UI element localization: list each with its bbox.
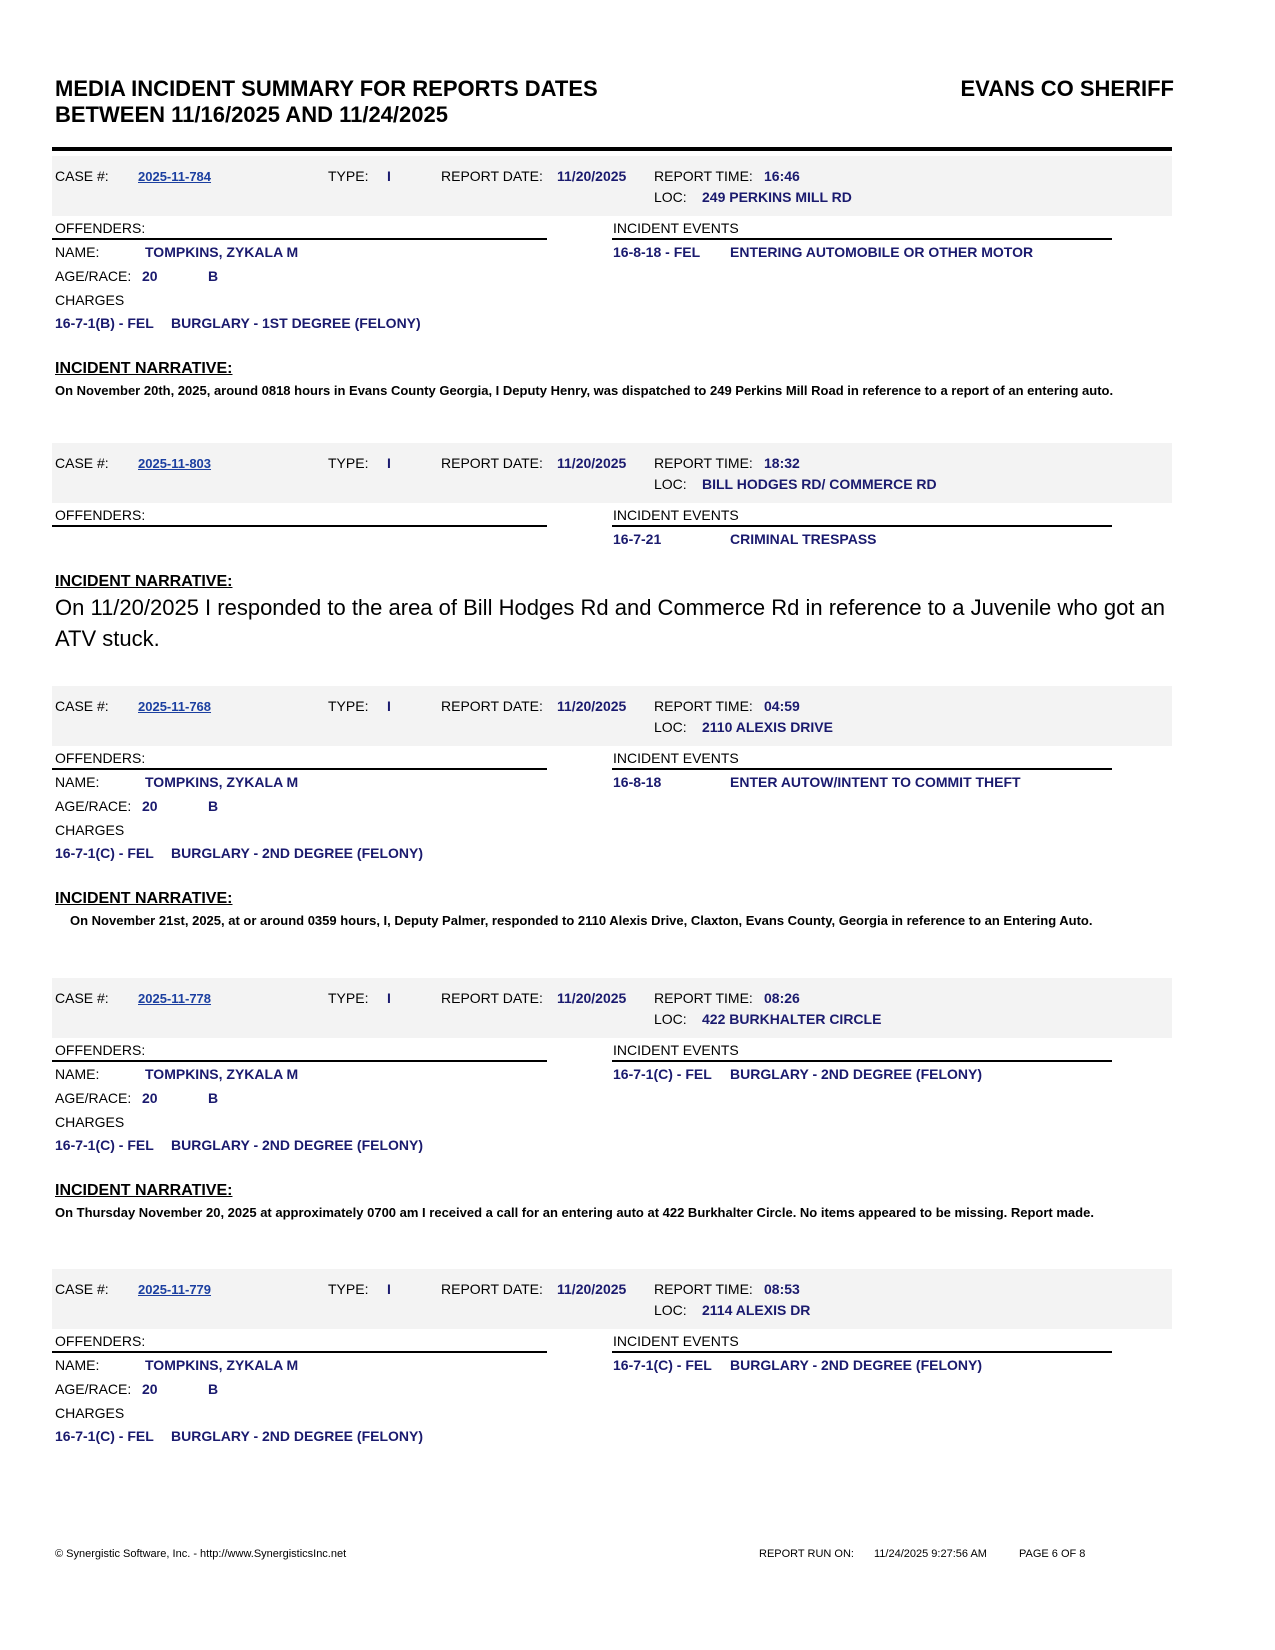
age-value: 20 (142, 798, 158, 814)
event-code: 16-7-1(C) - FEL (613, 1066, 712, 1082)
narrative-text: On Thursday November 20, 2025 at approximately 0700 am I received a call for an entering auto at 422 Burkhalter Circle. No items appeared to be missing. Report made. (55, 1205, 1094, 1220)
footer-run-label: REPORT RUN ON: (759, 1548, 854, 1560)
loc-value: 2114 ALEXIS DR (702, 1302, 811, 1318)
report-date-value: 11/20/2025 (557, 455, 627, 471)
case-number-link[interactable]: 2025-11-778 (138, 991, 212, 1006)
charge-description: BURGLARY - 1ST DEGREE (FELONY) (171, 315, 421, 331)
loc-label: LOC: (654, 189, 687, 205)
incident-events-label: INCIDENT EVENTS (613, 750, 739, 766)
loc-value: 249 PERKINS MILL RD (702, 189, 852, 205)
report-time-value: 08:53 (764, 1281, 800, 1297)
offenders-label: OFFENDERS: (55, 507, 146, 523)
footer-run-value: 11/24/2025 9:27:56 AM (874, 1548, 987, 1560)
case-number-link[interactable]: 2025-11-768 (138, 699, 212, 714)
age-race-label: AGE/RACE: (55, 798, 132, 814)
age-race-label: AGE/RACE: (55, 268, 132, 284)
offenders-rule (52, 525, 547, 527)
case-number-link[interactable]: 2025-11-779 (138, 1282, 212, 1297)
loc-label: LOC: (654, 1011, 687, 1027)
race-value: B (208, 268, 219, 284)
footer-copyright: © Synergistic Software, Inc. - http://www.SynergisticsInc.net (55, 1548, 347, 1560)
report-title-line2: BETWEEN 11/16/2025 AND 11/24/2025 (55, 102, 448, 127)
type-value: I (387, 698, 391, 714)
report-time-label: REPORT TIME: (654, 1281, 753, 1297)
offenders-rule (52, 238, 547, 240)
type-label: TYPE: (328, 455, 369, 471)
loc-value: 422 BURKHALTER CIRCLE (702, 1011, 882, 1027)
type-label: TYPE: (328, 990, 369, 1006)
report-time-label: REPORT TIME: (654, 455, 753, 471)
event-code: 16-7-21 (613, 531, 662, 547)
events-rule (612, 1351, 1112, 1353)
report-title (55, 76, 705, 128)
events-rule (612, 768, 1112, 770)
incident-events-label: INCIDENT EVENTS (613, 1333, 739, 1349)
charges-label: CHARGES (55, 292, 125, 308)
case-header-band (52, 156, 1172, 216)
race-value: B (208, 798, 219, 814)
loc-label: LOC: (654, 476, 687, 492)
offenders-rule (52, 768, 547, 770)
charges-label: CHARGES (55, 1405, 125, 1421)
name-label: NAME: (55, 774, 100, 790)
charge-description: BURGLARY - 2ND DEGREE (FELONY) (171, 1137, 424, 1153)
event-code: 16-8-18 - FEL (613, 244, 701, 260)
footer-page-number: PAGE 6 OF 8 (1019, 1548, 1086, 1560)
type-value: I (387, 455, 391, 471)
charges-label: CHARGES (55, 822, 125, 838)
report-time-label: REPORT TIME: (654, 168, 753, 184)
report-date-label: REPORT DATE: (441, 698, 543, 714)
narrative-text: On November 20th, 2025, around 0818 hours in Evans County Georgia, I Deputy Henry, was dispatched to 249 Perkins Mill Road in reference to a report of an entering auto. (55, 383, 1114, 398)
charge-code: 16-7-1(C) - FEL (55, 1428, 154, 1444)
type-value: I (387, 168, 391, 184)
loc-value: BILL HODGES RD/ COMMERCE RD (702, 476, 937, 492)
age-value: 20 (142, 268, 158, 284)
offenders-label: OFFENDERS: (55, 1042, 146, 1058)
name-label: NAME: (55, 1066, 100, 1082)
report-date-value: 11/20/2025 (557, 990, 627, 1006)
narrative-text: On 11/20/2025 I responded to the area of Bill Hodges Rd and Commerce Rd in reference to a Juvenile who got an ATV stuck. (55, 595, 1166, 651)
case-header-band (52, 686, 1172, 746)
charge-code: 16-7-1(C) - FEL (55, 845, 154, 861)
offender-name: TOMPKINS, ZYKALA M (145, 774, 299, 790)
agency-name: EVANS CO SHERIFF (960, 76, 1174, 101)
type-label: TYPE: (328, 698, 369, 714)
incident-events-label: INCIDENT EVENTS (613, 507, 739, 523)
title-divider (52, 147, 1172, 151)
age-race-label: AGE/RACE: (55, 1090, 132, 1106)
type-value: I (387, 990, 391, 1006)
report-date-value: 11/20/2025 (557, 698, 627, 714)
report-date-value: 11/20/2025 (557, 1281, 627, 1297)
case-header-band (52, 1269, 1172, 1329)
incident-events-label: INCIDENT EVENTS (613, 220, 739, 236)
charge-code: 16-7-1(B) - FEL (55, 315, 154, 331)
narrative-heading: INCIDENT NARRATIVE: (55, 360, 233, 377)
event-code: 16-7-1(C) - FEL (613, 1357, 712, 1373)
charges-label: CHARGES (55, 1114, 125, 1130)
report-date-value: 11/20/2025 (557, 168, 627, 184)
name-label: NAME: (55, 1357, 100, 1373)
charge-description: BURGLARY - 2ND DEGREE (FELONY) (171, 845, 424, 861)
case-number-link[interactable]: 2025-11-803 (138, 456, 212, 471)
report-time-label: REPORT TIME: (654, 990, 753, 1006)
event-description: ENTERING AUTOMOBILE OR OTHER MOTOR (730, 244, 1034, 260)
case-header-band (52, 978, 1172, 1038)
loc-label: LOC: (654, 1302, 687, 1318)
age-value: 20 (142, 1090, 158, 1106)
race-value: B (208, 1090, 219, 1106)
offenders-label: OFFENDERS: (55, 750, 146, 766)
report-title-line1: MEDIA INCIDENT SUMMARY FOR REPORTS DATES (55, 76, 598, 101)
narrative-text: On November 21st, 2025, at or around 0359 hours, I, Deputy Palmer, responded to 2110 Alexis Drive, Claxton, Evans County, Georgia in reference to an Entering Auto. (70, 913, 1093, 928)
case-label: CASE #: (55, 455, 109, 471)
case-label: CASE #: (55, 698, 109, 714)
case-number-link[interactable]: 2025-11-784 (138, 169, 212, 184)
event-description: ENTER AUTOW/INTENT TO COMMIT THEFT (730, 774, 1021, 790)
report-date-label: REPORT DATE: (441, 1281, 543, 1297)
charge-description: BURGLARY - 2ND DEGREE (FELONY) (171, 1428, 424, 1444)
events-rule (612, 1060, 1112, 1062)
offenders-label: OFFENDERS: (55, 1333, 146, 1349)
charge-code: 16-7-1(C) - FEL (55, 1137, 154, 1153)
report-date-label: REPORT DATE: (441, 168, 543, 184)
report-time-value: 04:59 (764, 698, 800, 714)
offenders-label: OFFENDERS: (55, 220, 146, 236)
report-date-label: REPORT DATE: (441, 455, 543, 471)
offender-name: TOMPKINS, ZYKALA M (145, 1357, 299, 1373)
report-time-value: 18:32 (764, 455, 800, 471)
report-date-label: REPORT DATE: (441, 990, 543, 1006)
type-label: TYPE: (328, 1281, 369, 1297)
offenders-rule (52, 1351, 547, 1353)
event-description: CRIMINAL TRESPASS (730, 531, 877, 547)
loc-label: LOC: (654, 719, 687, 735)
case-label: CASE #: (55, 168, 109, 184)
event-code: 16-8-18 (613, 774, 662, 790)
type-value: I (387, 1281, 391, 1297)
case-label: CASE #: (55, 1281, 109, 1297)
report-time-label: REPORT TIME: (654, 698, 753, 714)
offender-name: TOMPKINS, ZYKALA M (145, 244, 299, 260)
case-label: CASE #: (55, 990, 109, 1006)
incident-events-label: INCIDENT EVENTS (613, 1042, 739, 1058)
event-description: BURGLARY - 2ND DEGREE (FELONY) (730, 1357, 983, 1373)
report-time-value: 16:46 (764, 168, 800, 184)
age-race-label: AGE/RACE: (55, 1381, 132, 1397)
name-label: NAME: (55, 244, 100, 260)
narrative-heading: INCIDENT NARRATIVE: (55, 573, 233, 590)
narrative-heading: INCIDENT NARRATIVE: (55, 1182, 233, 1199)
report-time-value: 08:26 (764, 990, 800, 1006)
event-description: BURGLARY - 2ND DEGREE (FELONY) (730, 1066, 983, 1082)
events-rule (612, 525, 1112, 527)
case-header-band (52, 443, 1172, 503)
loc-value: 2110 ALEXIS DRIVE (702, 719, 833, 735)
narrative-heading: INCIDENT NARRATIVE: (55, 890, 233, 907)
events-rule (612, 238, 1112, 240)
age-value: 20 (142, 1381, 158, 1397)
offenders-rule (52, 1060, 547, 1062)
race-value: B (208, 1381, 219, 1397)
type-label: TYPE: (328, 168, 369, 184)
offender-name: TOMPKINS, ZYKALA M (145, 1066, 299, 1082)
